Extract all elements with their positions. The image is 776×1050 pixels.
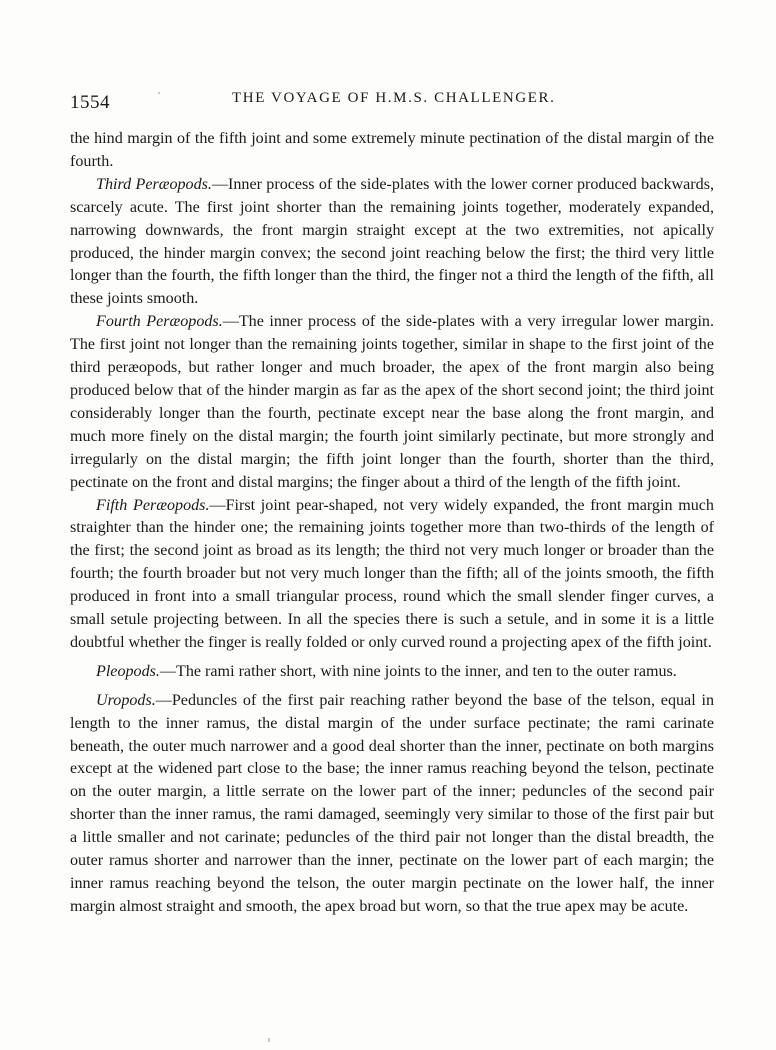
- paragraph-text: —Peduncles of the first pair reaching rather beyond the base of the telson, equal in length to the inner ramus, the distal margin of the under surface pectinate; the rami carinate beneath, the outer much narrower and a good deal shorter than the inner, pectinate on both margins except at the widened part close to the base; the inner ramus reaching beyond the telson, pectinate on the outer margin, a little serrate on the lower part of the inner; peduncles of the second pair shorter than the inner ramus, the rami damaged, seemingly very similar to those of the first pair but a little smaller and not carinate; peduncles of the third pair not longer than the distal breadth, the outer ramus shorter and narrower than the inner, pectinate on the lower part of each margin; the inner ramus reaching beyond the telson, the outer margin pectinate on the lower half, the inner margin almost straight and smooth, the apex broad but worn, so that the true apex may be acute.: [70, 691, 714, 915]
- paragraph-heading: Third Peræopods.: [96, 175, 212, 193]
- paragraph-uropods: [70, 690, 714, 919]
- scan-speck: [268, 1038, 270, 1042]
- paragraph-text: —The inner process of the side-plates with a very irregular lower margin. The first joint not longer than the remaining joints together, similar in shape to the first joint of the third peræopods, but rather longer and much broader, the apex of the front margin also being produced below that of the hinder margin as far as the apex of the short second joint; the third joint considerably longer than the fourth, pectinate except near the base along the front margin, and much more finely on the distal margin; the fourth joint similarly pectinate, but more strongly and irregularly on the distal margin; the fifth joint longer than the fourth, shorter than the third, pectinate on the front and distal margins; the finger about a third of the length of the fifth joint.: [70, 313, 714, 491]
- paragraph-fourth-peraeopods: [70, 311, 714, 494]
- scan-speck: [158, 92, 160, 94]
- paragraph-fifth-peraeopods: [70, 495, 714, 655]
- running-title: THE VOYAGE OF H.M.S. CHALLENGER.: [232, 90, 556, 106]
- paragraph-third-peraeopods: [70, 174, 714, 311]
- paragraph-text: the hind margin of the fifth joint and some extremely minute pectination of the distal margin of the fourth.: [70, 130, 714, 170]
- paragraph-text: —First joint pear-shaped, not very widely expanded, the front margin much straighter than the hinder one; the remaining joints together more than two-thirds of the length of the first; the second joint as broad as its length; the third not very much longer or broader than the fourth; the fourth broader but not very much longer than the fifth; all of the joints smooth, the fifth produced in front into a small triangular process, round which the small slender finger curves, a small setule projecting between. In all the species there is such a setule, and in some it is a little doubtful whether the finger is really folded or only curved round a projecting apex of the fifth joint.: [70, 496, 714, 651]
- page-number: 1554: [70, 92, 110, 113]
- page-header: [70, 88, 714, 116]
- paragraph-text: —Inner process of the side-plates with the lower corner produced backwards, scarcely acute. The first joint shorter than the remaining joints together, moderately expanded, narrowing downwards, the front margin straight except at the two extremities, not apically produced, the hinder margin convex; the second joint reaching below the first; the third very little longer than the fourth, the fifth longer than the third, the finger not a third the length of the fifth, all these joints smooth.: [70, 175, 714, 308]
- paragraph-heading: Fifth Peræopods.: [96, 496, 210, 514]
- paragraph-pleopods: [70, 661, 714, 684]
- paragraph-heading: Uropods.: [96, 691, 156, 709]
- paragraph-text: —The rami rather short, with nine joints to the inner, and ten to the outer ramus.: [159, 662, 677, 680]
- paragraph-heading: Pleopods.: [96, 662, 160, 680]
- body-text: [70, 128, 714, 919]
- paragraph-continuation: [70, 128, 714, 174]
- paragraph-heading: Fourth Peræopods.: [96, 313, 223, 331]
